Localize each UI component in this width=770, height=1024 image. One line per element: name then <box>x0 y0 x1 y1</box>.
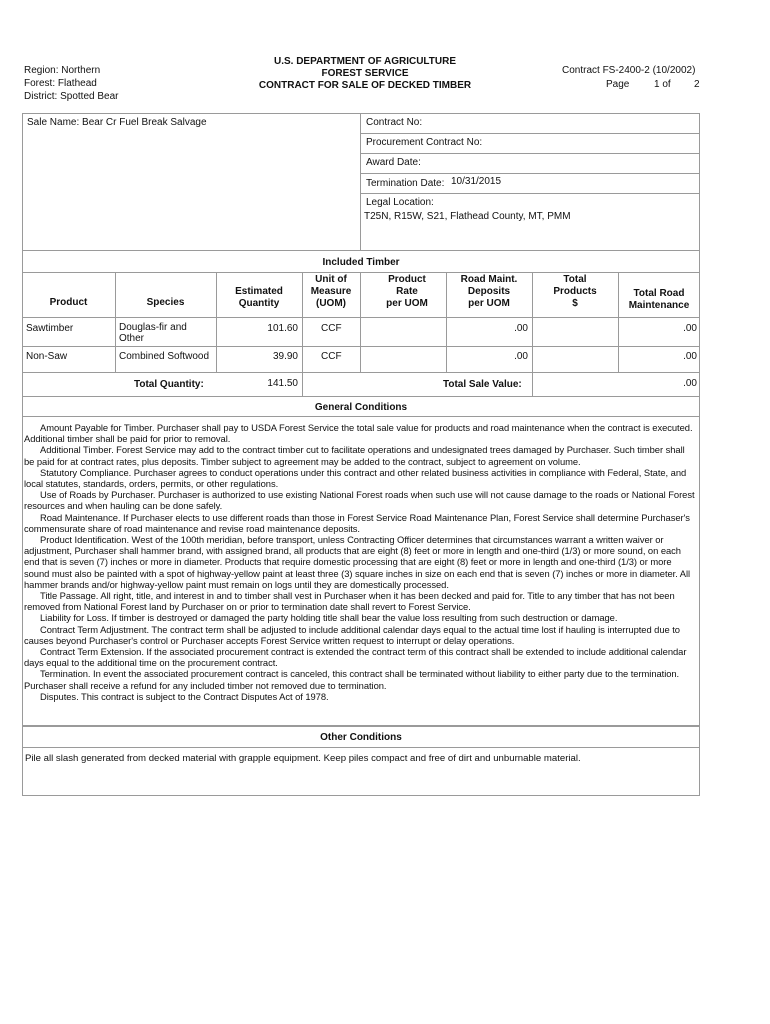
row1-species: Douglas-fir and Other <box>119 322 187 344</box>
form-number: Contract FS-2400-2 (10/2002) <box>562 65 696 76</box>
row2-total-road: .00 <box>683 351 697 362</box>
title-agency: U.S. DEPARTMENT OF AGRICULTURE <box>273 56 457 67</box>
condition-amount-payable: Amount Payable for Timber. Purchaser shall pay to USDA Forest Service the total sale value for products and road maintenance when the contract is executed. Additional timber shall be paid for prior to removal. <box>24 422 693 445</box>
forest-text: Forest: Flathead <box>24 78 97 89</box>
col-header-product-rate: Product Rate per UOM <box>386 274 428 309</box>
other-conditions-text: Pile all slash generated from decked material with grapple equipment. Keep piles compact and free of dirt and unburnable material. <box>25 753 581 764</box>
condition-additional-timber: Additional Timber. Forest Service may add to the contract timber cut to facilitate operations and undesignated trees damaged by Purchaser. Such timber shall be paid for at contract rates, plus deposits. Timber subject to agreement may be added to the contract, subject to agreement on volume. <box>24 444 685 467</box>
condition-term-adjustment: Contract Term Adjustment. The contract term shall be adjusted to include additional calendar days equal to the actual time lost if hauling is interrupted due to causes beyond Purchaser's control or Purchaser accepts Forest Service written request to interrupt or delay operations. <box>24 623 680 646</box>
condition-title-passage: Title Passage. All right, title, and interest in and to timber shall vest in Purchaser when it has been decked and paid for. Title to any timber that has not been removed from National Forest land by Purchaser on or prior to termination date shall revert to Forest Service. <box>24 590 675 613</box>
general-conditions-title: General Conditions <box>314 402 408 413</box>
condition-disputes: Disputes. This contract is subject to the Contract Disputes Act of 1978. <box>40 690 329 702</box>
condition-road-maintenance: Road Maintenance. If Purchaser elects to use different roads than those in Forest Service Road Maintenance Plan, Forest Service shall determine Purchaser's commensurate share of road maintenance and revise road maintenance deposits. <box>24 511 690 534</box>
contract-no-field: Contract No: <box>366 117 423 128</box>
region-text: Region: Northern <box>24 65 101 76</box>
total-sale-value-label: Total Sale Value: <box>443 379 522 390</box>
award-date-field: Award Date: <box>366 157 421 168</box>
row2-road-deposit: .00 <box>514 351 528 362</box>
termination-date-label: Termination Date: <box>366 178 445 189</box>
condition-liability-for-loss: Liability for Loss. If timber is destroyed or damaged the party holding title shall bear the value loss resulting from such destruction or damage. <box>40 612 618 624</box>
page-total: 2 <box>694 79 700 90</box>
row1-product: Sawtimber <box>26 323 74 334</box>
page-current: 1 of <box>654 79 671 90</box>
row2-product: Non-Saw <box>26 351 68 362</box>
col-header-total-road: Total Road Maintenance <box>628 288 690 311</box>
total-quantity-label: Total Quantity: <box>134 379 204 390</box>
condition-product-identification: Product Identification. West of the 100th meridian, before transport, unless Contracting Officer determines that circumstances warrant a written waiver or adjustment, Purchaser shall hammer brand, with assigned brand, all products that are eight (8) feet or more in length and one-third (1/3) or more sound, on each end that is seven (7) inches or more in diameter. Products that require domestic processing that are eight (8) feet or more in length and one-third (1/3) or more sound must also be painted with a spot of highway-yellow paint at least three (3) square inches in size on each end that is seven (7) inches or more in diameter. All hammer brands and/or highway-yellow paint must remain on logs until they are domestically processed. <box>24 534 691 590</box>
legal-location-label: Legal Location: <box>366 197 434 208</box>
procurement-contract-no-field: Procurement Contract No: <box>366 137 483 148</box>
district-text: District: Spotted Bear <box>24 91 119 102</box>
col-header-total-products: Total Products $ <box>553 274 597 309</box>
total-quantity-value: 141.50 <box>267 378 298 389</box>
other-conditions-title: Other Conditions <box>320 732 402 743</box>
document-title <box>230 56 500 92</box>
condition-termination: Termination. In event the associated procurement contract is canceled, this contract shall be terminated without liability to either party due to the termination. Purchaser shall receive a refund for any included timber not removed due to termination. <box>24 668 680 691</box>
row2-quantity: 39.90 <box>272 351 298 362</box>
sale-name: Sale Name: Bear Cr Fuel Break Salvage <box>27 117 207 128</box>
col-header-species: Species <box>146 297 185 308</box>
legal-location-value: T25N, R15W, S21, Flathead County, MT, PMM <box>364 211 571 222</box>
col-header-est-quantity: Estimated Quantity <box>235 286 283 309</box>
general-conditions-text <box>24 422 696 702</box>
col-header-product: Product <box>49 297 88 308</box>
title-service: FOREST SERVICE <box>321 68 409 79</box>
row1-road-deposit: .00 <box>514 323 528 334</box>
row2-species: Combined Softwood <box>119 351 210 362</box>
condition-use-of-roads: Use of Roads by Purchaser. Purchaser is authorized to use existing National Forest roads when such use will not cause damage to the roads or National Forest resources and when hauling can be done safely. <box>24 489 695 512</box>
condition-term-extension: Contract Term Extension. If the associated procurement contract is extended the contract term of this contract shall be extended to include additional calendar days equal to the additional time on the procurement contract. <box>24 646 687 669</box>
termination-date-value: 10/31/2015 <box>451 176 502 187</box>
title-contract: CONTRACT FOR SALE OF DECKED TIMBER <box>258 80 472 91</box>
page-label: Page <box>606 79 630 90</box>
col-header-road-deposits: Road Maint. Deposits per UOM <box>460 274 518 309</box>
condition-statutory-compliance: Statutory Compliance. Purchaser agrees to conduct operations under this contract and other related business activities in compliance with Federal, State, and local statutes, standards, orders, permits, or other regulations. <box>24 466 687 490</box>
row2-uom: CCF <box>321 351 342 362</box>
row1-total-road: .00 <box>683 323 697 334</box>
row1-uom: CCF <box>321 323 342 334</box>
total-sale-value: .00 <box>683 378 697 389</box>
sale-location-block <box>24 64 118 103</box>
col-header-uom: Unit of Measure (UOM) <box>310 274 352 309</box>
included-timber-title: Included Timber <box>322 257 400 268</box>
row1-quantity: 101.60 <box>267 323 298 334</box>
